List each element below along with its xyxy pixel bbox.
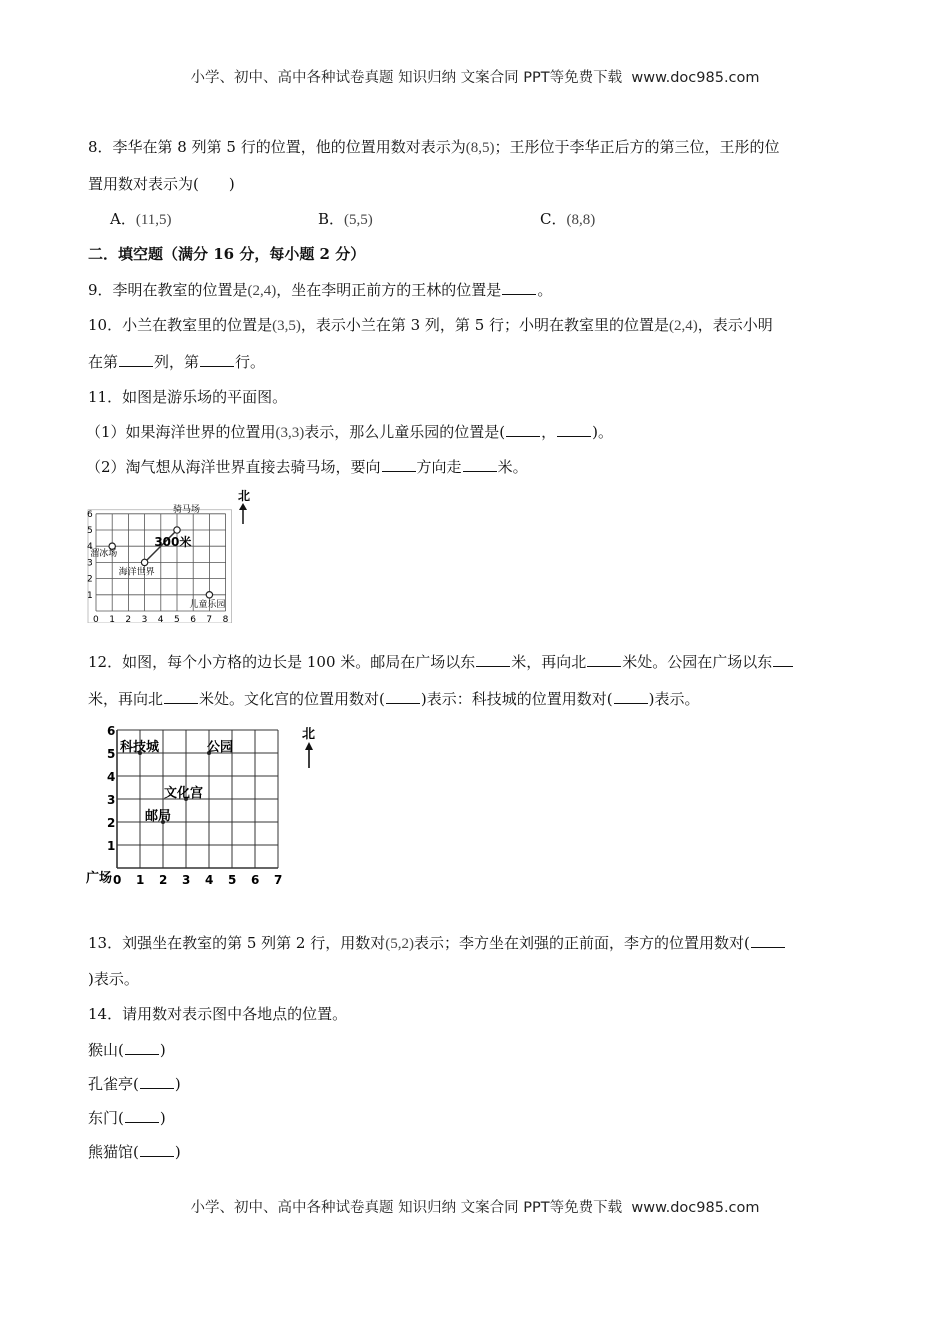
map1-x-tick: 1 [109,615,115,623]
map1-x-tick: 5 [174,615,180,623]
map1-x-tick: 3 [141,615,148,623]
q12-blank-culture-palace[interactable] [386,689,420,704]
map2-y-tick: 4 [107,770,116,784]
map1-place-label: 儿童乐园 [189,599,226,610]
q12-blank-park-east[interactable] [773,652,793,667]
map1-y-tick: 5 [87,526,93,536]
q8-text-b: ；王彤位于李华正后方的第三位，王彤的位 [494,138,780,156]
question-12-line-1: 12．如图，每个小方格的边长是 100 米。邮局在广场以东 米，再向北 米处。公园在广场以东 [88,652,794,672]
map1-place-label: 海洋世界 [118,567,155,578]
q8-option-a[interactable]: A．(11,5) [110,210,172,228]
q8-option-b[interactable]: B．(5,5) [318,210,373,228]
map1-places [90,503,225,610]
map2-x-tick: 3 [182,873,191,887]
footer-url[interactable]: www.doc985.com [631,1200,760,1216]
map2-y-tick: 1 [107,839,116,853]
question-12-line-2: 米，再向北 米处。文化宫的位置用数对( )表示：科技城的位置用数对( )表示。 [88,690,700,708]
map2-place-label: 科技城 [120,740,160,755]
map2-place-label: 公园 [207,740,234,755]
section-2-title: 二．填空题（满分 16 分，每小题 2 分） [88,245,366,263]
map1-x-tick: 6 [190,615,196,623]
q12-blank-post-north[interactable] [587,652,621,667]
q8-text-c: 置用数对表示为( ) [88,175,235,193]
header-url[interactable]: www.doc985.com [631,70,760,86]
q14-blank-4[interactable] [140,1142,174,1157]
map2-x-tick: 6 [251,873,260,887]
map1-x-tick: 7 [206,615,213,623]
map1-place-label: 溜冰场 [90,549,118,560]
map2-x-tick: 4 [205,873,214,887]
question-10-line-1: 10．小兰在教室里的位置是(3,5)，表示小兰在第 3 列，第 5 行；小明在教室里的位置是(2,4)，表示小明 [88,316,773,334]
map1-y-tick: 3 [87,558,93,569]
map2-y-tick: 5 [107,747,116,761]
q14-item-east-gate: 东门( ) [88,1109,166,1127]
question-9: 9．李明在教室的位置是(2,4)，坐在李明正前方的王林的位置是 。 [88,281,553,299]
q11-blank-distance[interactable] [463,457,497,472]
map2-place-label: 邮局 [145,809,172,824]
q10-blank-row[interactable] [200,352,234,367]
map2-x-tick: 1 [136,873,145,887]
q14-item-monkey-hill: 猴山( ) [88,1041,166,1059]
map1-place-dot [141,559,147,565]
map2-x-tick: 2 [159,873,168,887]
map1-place-label: 骑马场 [173,505,201,515]
q14-item-panda-house: 熊猫馆( ) [88,1143,181,1161]
question-8-line-2 [88,174,235,194]
map1-y-tick: 1 [87,590,93,601]
q11-blank-direction[interactable] [382,457,416,472]
map1-y-tick: 2 [87,574,93,585]
q12-blank-post-east[interactable] [476,652,510,667]
q14-blank-1[interactable] [125,1040,159,1055]
map2-north-label: 北 [302,727,316,742]
q8-option-c[interactable]: C．(8,8) [540,210,596,228]
q12-blank-science-city[interactable] [614,689,648,704]
q11-blank-x[interactable] [506,422,540,437]
question-11-part-1: （1）如果海洋世界的位置用(3,3)表示，那么儿童乐园的位置是( ， )。 [86,423,614,441]
question-14-title: 14．请用数对表示图中各地点的位置。 [88,1005,348,1023]
q13-blank[interactable] [751,933,785,948]
map2-place-label: 文化宫 [164,786,204,801]
question-11-part-2: （2）淘气想从海洋世界直接去骑马场，要向 方向走 米。 [86,458,528,476]
header-text: 小学、初中、高中各种试卷真题 知识归纳 文案合同 PPT等免费下载 [190,70,623,86]
map1-place-dot [174,527,180,533]
q11-blank-y[interactable] [557,422,591,437]
page-footer [0,1196,950,1217]
map1-x-tick: 2 [125,615,132,623]
map1-distance-label: 300米 [154,535,192,550]
q8-pair: (8,5) [465,140,495,156]
map2-places [119,739,233,824]
map1-x-tick: 4 [157,615,164,623]
map1-place-dot [206,592,212,598]
q10-blank-column[interactable] [119,352,153,367]
q14-blank-2[interactable] [140,1074,174,1089]
page-header [0,66,950,87]
map1-north-arrow [239,503,247,524]
q8-text-a: 8．李华在第 8 列第 5 行的位置，他的位置用数对表示为 [88,138,466,156]
q9-blank[interactable] [502,280,536,295]
map2-x-tick: 0 [113,873,122,887]
question-11-title: 11．如图是游乐场的平面图。 [88,388,288,406]
question-13-line-1: 13．刘强坐在教室的第 5 列第 2 行，用数对(5,2)表示；李方坐在刘强的正前面，李方的位置用数对( [88,933,786,954]
question-8-line-1 [88,137,779,158]
map2-y-tick: 6 [107,724,116,738]
question-13-line-2: )表示。 [88,970,139,988]
map1-y-tick: 4 [87,542,93,553]
amusement-park-map [86,488,261,623]
map2-x-tick: 7 [274,873,283,887]
q12-blank-park-north[interactable] [164,689,198,704]
q14-blank-3[interactable] [125,1108,159,1123]
map1-north-label: 北 [238,489,251,503]
square-map [84,722,324,902]
map1-x-tick: 8 [222,615,229,623]
map1-x-tick: 0 [93,615,99,623]
q14-item-peacock-pavilion: 孔雀亭( ) [88,1075,181,1093]
map1-y-tick: 6 [87,509,93,520]
map2-y-tick: 3 [107,793,116,807]
question-10-line-2: 在第 列，第 行。 [88,353,266,371]
map2-x-tick: 5 [228,873,237,887]
footer-text: 小学、初中、高中各种试卷真题 知识归纳 文案合同 PPT等免费下载 [190,1200,623,1216]
map2-north-arrow [305,742,313,768]
map2-y-tick: 2 [107,816,116,830]
map2-origin-label: 广场 [86,871,113,886]
